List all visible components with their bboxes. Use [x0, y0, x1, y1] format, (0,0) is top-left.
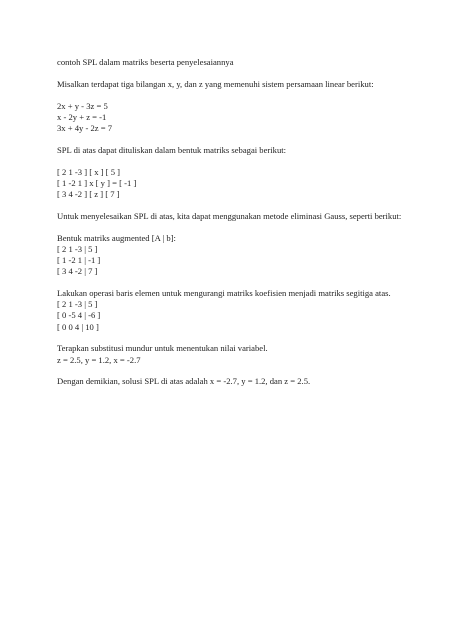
title-block: [57, 57, 437, 68]
equation-line: 2x + y - 3z = 5: [57, 100, 108, 111]
document-body: [57, 57, 437, 398]
conclusion-text: Dengan demikian, solusi SPL di atas adalah x = -2.7, y = 1.2, dan z = 2.5.: [57, 376, 311, 387]
equations-block: [57, 101, 437, 135]
back-sub-result: z = 2.5, y = 1.2, x = -2.7: [57, 354, 141, 365]
triangular-line: [ 0 -5 4 | -6 ]: [57, 310, 101, 321]
augmented-block: [57, 233, 437, 278]
conclusion-block: [57, 376, 437, 387]
matrix-form-line: [ 1 -2 1 ] x [ y ] = [ -1 ]: [57, 177, 137, 188]
row-ops-block: [57, 288, 437, 333]
augmented-line: [ 1 -2 1 | -1 ]: [57, 255, 101, 265]
augmented-line: [ 3 4 -2 | 7 ]: [57, 266, 98, 277]
augmented-line: [ 2 1 -3 | 5 ]: [57, 243, 98, 254]
matrix-form-line: [ 3 4 -2 ] [ z ] [ 7 ]: [57, 189, 120, 199]
method-intro-text: Untuk menyelesaikan SPL di atas, kita dapat menggunakan metode eliminasi Gauss, seperti berikut:: [57, 210, 402, 221]
document-title: contoh SPL dalam matriks beserta penyelesaiannya: [57, 57, 234, 67]
matrix-intro-block: [57, 145, 437, 156]
matrix-form-line: [ 2 1 -3 ] [ x ] [ 5 ]: [57, 166, 121, 177]
triangular-line: [ 2 1 -3 | 5 ]: [57, 299, 98, 310]
triangular-line: [ 0 0 4 | 10 ]: [57, 321, 99, 332]
method-intro-block: [57, 211, 437, 222]
intro-text: Misalkan terdapat tiga bilangan x, y, dan z yang memenuhi sistem persamaan linear berikut:: [57, 78, 374, 89]
matrix-intro-text: SPL di atas dapat dituliskan dalam bentuk matriks sebagai berikut:: [57, 144, 287, 155]
row-ops-text: Lakukan operasi baris elemen untuk mengurangi matriks koefisien menjadi matriks segitiga atas.: [57, 288, 391, 298]
back-sub-text: Terapkan substitusi mundur untuk menentukan nilai variabel.: [57, 343, 268, 354]
augmented-label: Bentuk matriks augmented [A | b]:: [57, 232, 176, 243]
back-sub-block: [57, 343, 437, 365]
matrix-form-block: [57, 167, 437, 201]
intro-block: [57, 79, 437, 90]
equation-line: 3x + 4y - 2z = 7: [57, 123, 113, 133]
equation-line: x - 2y + z = -1: [57, 111, 107, 122]
